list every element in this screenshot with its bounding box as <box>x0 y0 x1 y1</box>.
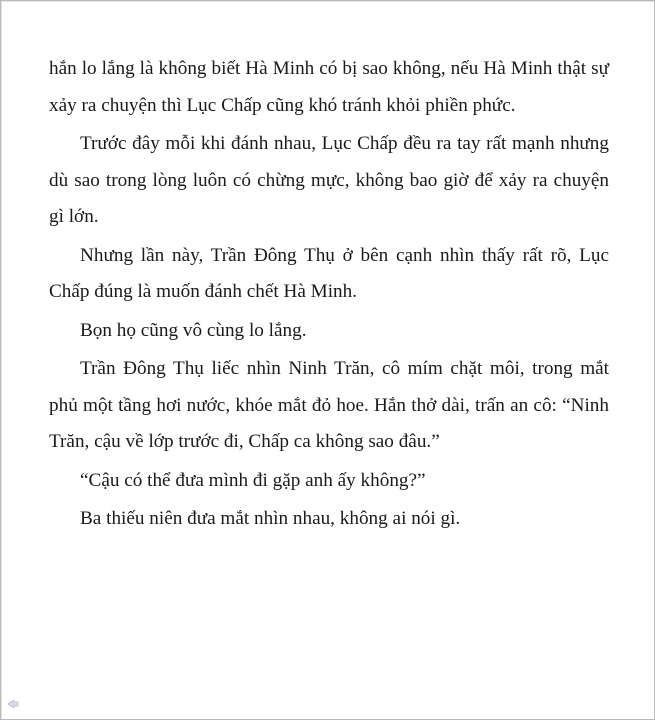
document-text-body <box>49 51 609 538</box>
paragraph-3: Nhưng lần này, Trần Đông Thụ ở bên cạnh nhìn thấy rất rõ, Lục Chấp đúng là muốn đánh chết Hà Minh. <box>49 244 609 302</box>
paragraph-2: Trước đây mỗi khi đánh nhau, Lục Chấp đều ra tay rất mạnh nhưng dù sao trong lòng luôn có chừng mực, không bao giờ để xảy ra chuyện gì lớn. <box>49 133 609 227</box>
paragraph-1: hắn lo lắng là không biết Hà Minh có bị sao không, nếu Hà Minh thật sự xảy ra chuyện thì Lục Chấp cũng khó tránh khỏi phiền phức. <box>49 58 609 116</box>
paragraph-7: Ba thiếu niên đưa mắt nhìn nhau, không ai nói gì. <box>80 508 461 529</box>
paragraph-6: “Cậu có thể đưa mình đi gặp anh ấy không?” <box>80 469 426 491</box>
page-corner-arrow-icon <box>6 697 20 711</box>
paragraph-5: Trần Đông Thụ liếc nhìn Ninh Trăn, cô mím chặt môi, trong mắt phủ một tầng hơi nước, khóe mắt đỏ hoe. Hắn thở dài, trấn an cô: “Ninh Trăn, cậu về lớp trước đi, Chấp ca không sao đâu.” <box>49 358 609 452</box>
paragraph-4: Bọn họ cũng vô cùng lo lắng. <box>80 319 307 341</box>
